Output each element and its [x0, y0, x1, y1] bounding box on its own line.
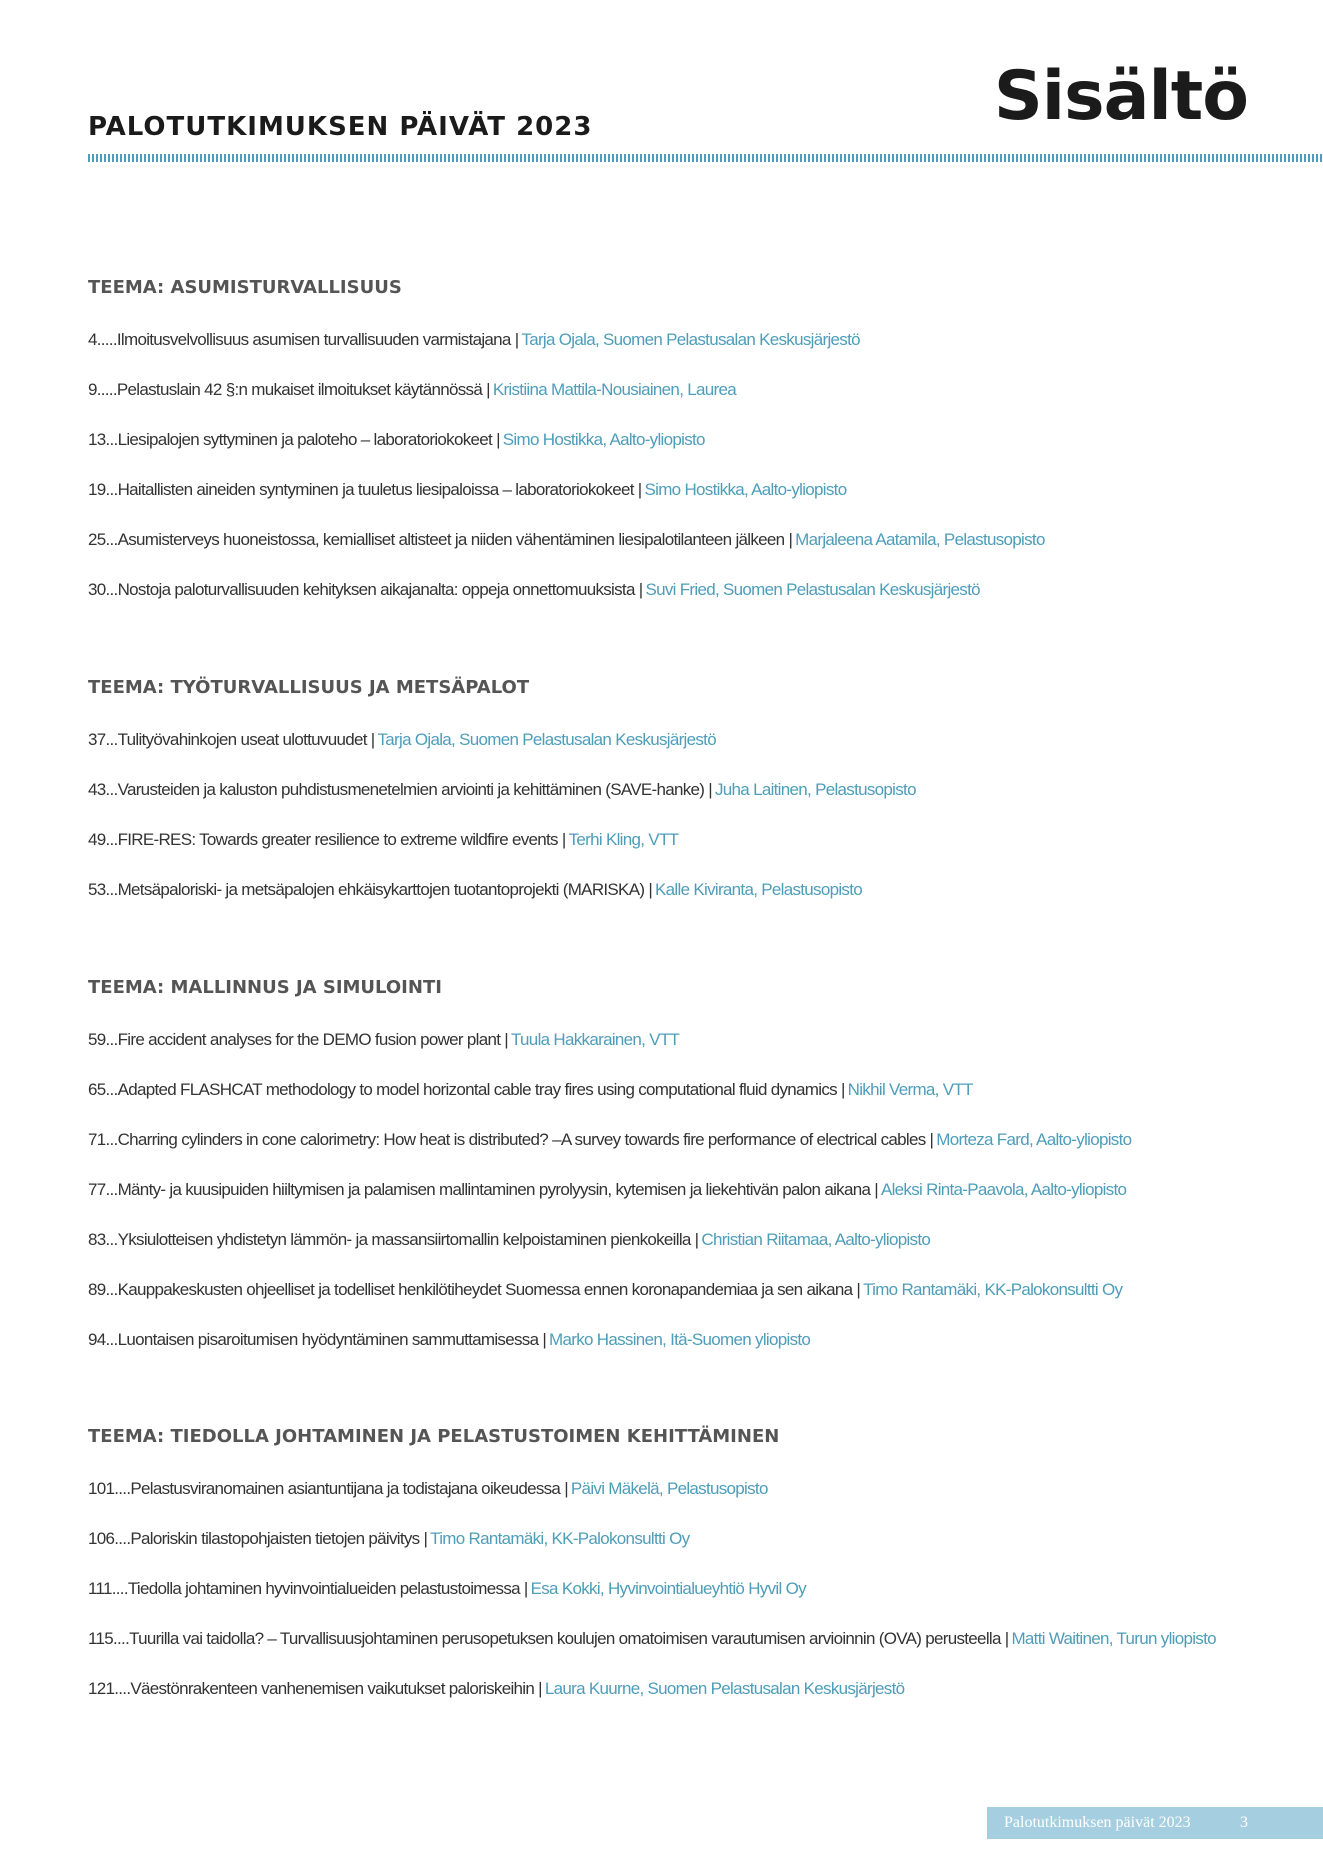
page-number: 25 [88, 530, 106, 549]
leader-dots: ... [105, 430, 118, 449]
separator: | [486, 380, 490, 399]
toc-entry [88, 1075, 973, 1105]
toc-entry [88, 575, 980, 605]
toc-entry [88, 1025, 679, 1055]
page-heading: Sisältö [993, 57, 1248, 136]
page-number: 115 [88, 1629, 114, 1648]
entry-title: Ilmoitusvelvollisuus asumisen turvallisuuden varmistajana [116, 330, 511, 349]
entry-author-link[interactable]: Kalle Kiviranta, Pelastusopisto [655, 880, 863, 899]
entry-title: Mänty- ja kuusipuiden hiiltymisen ja palamisen mallintaminen pyrolyysin, kytemisen ja liekehtivän palon aikana [117, 1180, 871, 1199]
separator: | [856, 1280, 861, 1299]
toc-entry [88, 425, 705, 455]
separator: | [708, 780, 712, 799]
theme-heading: TEEMA: TIEDOLLA JOHTAMINEN JA PELASTUSTOIMEN KEHITTÄMINEN [88, 1426, 780, 1447]
separator: | [423, 1529, 428, 1548]
toc-entry [88, 725, 716, 755]
entry-author-link[interactable]: Tarja Ojala, Suomen Pelastusalan Keskusjärjestö [377, 730, 716, 749]
entry-author-link[interactable]: Christian Riitamaa, Aalto-yliopisto [701, 1230, 931, 1249]
separator: | [648, 880, 653, 899]
entry-author-link[interactable]: Matti Waitinen, Turun yliopisto [1011, 1629, 1216, 1648]
leader-dots: .... [114, 1529, 131, 1548]
leader-dots: ... [105, 1330, 118, 1349]
entry-author-link[interactable]: Timo Rantamäki, KK-Palokonsultti Oy [430, 1529, 690, 1548]
toc-entry [88, 1574, 806, 1604]
separator: | [694, 1230, 699, 1249]
entry-author-link[interactable]: Esa Kokki, Hyvinvointialueyhtiö Hyvil Oy [530, 1579, 806, 1598]
leader-dots: ... [105, 830, 118, 849]
page-number: 53 [88, 880, 106, 899]
entry-title: Nostoja paloturvallisuuden kehityksen aikajanalta: oppeja onnettomuuksista [117, 580, 635, 599]
entry-author-link[interactable]: Aleksi Rinta-Paavola, Aalto-yliopisto [880, 1180, 1127, 1199]
entry-author-link[interactable]: Simo Hostikka, Aalto-yliopisto [644, 480, 847, 499]
entry-author-link[interactable]: Nikhil Verma, VTT [847, 1080, 973, 1099]
separator: | [788, 530, 793, 549]
toc-entry [88, 375, 736, 405]
separator: | [523, 1579, 528, 1598]
leader-dots: ... [105, 1080, 118, 1099]
leader-dots: ... [105, 1280, 118, 1299]
toc-entry [88, 1325, 810, 1355]
separator: | [538, 1679, 542, 1698]
leader-dots: ... [105, 480, 118, 499]
toc-entry [88, 1275, 1122, 1305]
leader-dots: ... [105, 1180, 118, 1199]
toc-entry [88, 1125, 1131, 1155]
separator: | [874, 1180, 878, 1199]
leader-dots: .... [114, 1479, 131, 1498]
toc-entry [88, 475, 846, 505]
footer-page-number: 3 [1240, 1814, 1248, 1831]
entry-author-link[interactable]: Päivi Mäkelä, Pelastusopisto [570, 1479, 768, 1498]
entry-author-link[interactable]: Timo Rantamäki, KK-Palokonsultti Oy [863, 1280, 1123, 1299]
separator: | [638, 580, 643, 599]
separator: | [542, 1330, 547, 1349]
leader-dots: ..... [96, 380, 117, 399]
leader-dots: ..... [96, 330, 117, 349]
entry-author-link[interactable]: Terhi Kling, VTT [568, 830, 679, 849]
separator: | [564, 1479, 568, 1498]
leader-dots: .... [111, 1579, 128, 1598]
entry-title: Adapted FLASHCAT methodology to model horizontal cable tray fires using computational fluid dynamics [117, 1080, 837, 1099]
entry-title: Paloriskin tilastopohjaisten tietojen päivitys [130, 1529, 420, 1548]
entry-author-link[interactable]: Simo Hostikka, Aalto-yliopisto [502, 430, 705, 449]
toc-entry [88, 525, 1045, 555]
entry-title: Metsäpaloriski- ja metsäpalojen ehkäisykarttojen tuotantoprojekti (MARISKA) [117, 880, 645, 899]
separator: | [929, 1130, 934, 1149]
entry-title: Tiedolla johtaminen hyvinvointialueiden pelastustoimessa [127, 1579, 520, 1598]
page-number: 101 [88, 1479, 115, 1498]
page-number: 59 [88, 1030, 106, 1049]
separator: | [840, 1080, 845, 1099]
footer-box [987, 1807, 1323, 1839]
leader-dots: ... [105, 780, 118, 799]
page-number: 106 [88, 1529, 115, 1548]
page-number: 89 [88, 1280, 106, 1299]
page-number: 30 [88, 580, 106, 599]
page-number: 71 [88, 1130, 106, 1149]
entry-title: Yksiulotteisen yhdistetyn lämmön- ja massansiirtomallin kelpoistaminen pienkokeilla [117, 1230, 691, 1249]
page-number: 49 [88, 830, 106, 849]
page-number: 121 [88, 1679, 115, 1698]
leader-dots: ... [105, 530, 118, 549]
toc-entry [88, 1225, 930, 1255]
theme-heading: TEEMA: TYÖTURVALLISUUS JA METSÄPALOT [88, 677, 530, 698]
leader-dots: ... [105, 580, 118, 599]
page-number: 65 [88, 1080, 106, 1099]
entry-title: Pelastusviranomainen asiantuntijana ja todistajana oikeudessa [130, 1479, 561, 1498]
entry-title: Asumisterveys huoneistossa, kemialliset altisteet ja niiden vähentäminen liesipalotilanteen jälkeen [117, 530, 785, 549]
entry-title: Liesipalojen syttyminen ja paloteho – laboratoriokokeet [117, 430, 493, 449]
toc-entry [88, 1175, 1126, 1205]
separator: | [496, 430, 500, 449]
page-number: 94 [88, 1330, 106, 1349]
entry-author-link[interactable]: Marjaleena Aatamila, Pelastusopisto [795, 530, 1045, 549]
entry-title: Haitallisten aineiden syntyminen ja tuuletus liesipaloissa – laboratoriokokeet [117, 480, 634, 499]
entry-author-link[interactable]: Marko Hassinen, Itä-Suomen yliopisto [549, 1330, 811, 1349]
separator: | [1004, 1629, 1009, 1648]
entry-title: Tulityövahinkojen useat ulottuvuudet [117, 730, 367, 749]
entry-author-link[interactable]: Morteza Fard, Aalto-yliopisto [936, 1130, 1132, 1149]
leader-dots: .... [113, 1629, 130, 1648]
entry-author-link[interactable]: Tarja Ojala, Suomen Pelastusalan Keskusjärjestö [521, 330, 860, 349]
entry-title: Luontaisen pisaroitumisen hyödyntäminen sammuttamisessa [117, 1330, 539, 1349]
separator: | [370, 730, 375, 749]
entry-title: Tuurilla vai taidolla? – Turvallisuusjohtaminen perusopetuksen koulujen omatoimisen varautumisen arvioinnin (OVA) perusteella [129, 1629, 1001, 1648]
entry-title: Väestönrakenteen vanhenemisen vaikutukset paloriskeihin [130, 1679, 535, 1698]
entry-author-link[interactable]: Laura Kuurne, Suomen Pelastusalan Keskusjärjestö [544, 1679, 905, 1698]
page-number: 13 [88, 430, 106, 449]
entry-author-link[interactable]: Juha Laitinen, Pelastusopisto [714, 780, 916, 799]
toc-entry [88, 1524, 689, 1554]
entry-author-link[interactable]: Tuula Hakkarainen, VTT [511, 1030, 680, 1049]
separator: | [514, 330, 519, 349]
toc-entry [88, 1624, 1216, 1654]
leader-dots: ... [105, 1130, 118, 1149]
entry-title: Charring cylinders in cone calorimetry: How heat is distributed? –A survey towards fire performance of electrical cables [117, 1130, 926, 1149]
entry-author-link[interactable]: Kristiina Mattila-Nousiainen, Laurea [492, 380, 736, 399]
page-number: 83 [88, 1230, 106, 1249]
page-number: 37 [88, 730, 106, 749]
toc-entry [88, 825, 678, 855]
entry-title: Kauppakeskusten ohjeelliset ja todelliset henkilötiheydet Suomessa ennen koronapandemiaa ja sen aikana [117, 1280, 853, 1299]
page-number: 9 [88, 380, 97, 399]
toc-entry [88, 1474, 768, 1504]
separator: | [504, 1030, 508, 1049]
leader-dots: ... [105, 1230, 118, 1249]
theme-heading: TEEMA: ASUMISTURVALLISUUS [88, 277, 402, 298]
leader-dots: ... [105, 880, 118, 899]
footer-title: Palotutkimuksen päivät 2023 [1004, 1814, 1191, 1831]
theme-heading: TEEMA: MALLINNUS JA SIMULOINTI [88, 977, 442, 998]
page-number: 77 [88, 1180, 106, 1199]
page-number: 4 [88, 330, 97, 349]
toc-entry [88, 325, 860, 355]
page-number: 19 [88, 480, 106, 499]
entry-title: Varusteiden ja kaluston puhdistusmenetelmien arviointi ja kehittäminen (SAVE-hanke) [117, 780, 705, 799]
entry-title: Fire accident analyses for the DEMO fusion power plant [117, 1030, 501, 1049]
page-number: 111 [88, 1579, 112, 1598]
entry-author-link[interactable]: Suvi Fried, Suomen Pelastusalan Keskusjärjestö [645, 580, 980, 599]
toc-entry [88, 775, 916, 805]
separator: | [561, 830, 566, 849]
header-dotted-rule [88, 154, 1323, 162]
leader-dots: .... [114, 1679, 131, 1698]
leader-dots: ... [105, 1030, 118, 1049]
entry-title: Pelastuslain 42 §:n mukaiset ilmoitukset käytännössä [116, 380, 483, 399]
toc-entry [88, 875, 862, 905]
page-number: 43 [88, 780, 106, 799]
entry-title: FIRE-RES: Towards greater resilience to extreme wildfire events [117, 830, 558, 849]
header-title: PALOTUTKIMUKSEN PÄIVÄT 2023 [88, 112, 593, 142]
separator: | [637, 480, 642, 499]
leader-dots: ... [105, 730, 118, 749]
toc-entry [88, 1674, 904, 1704]
